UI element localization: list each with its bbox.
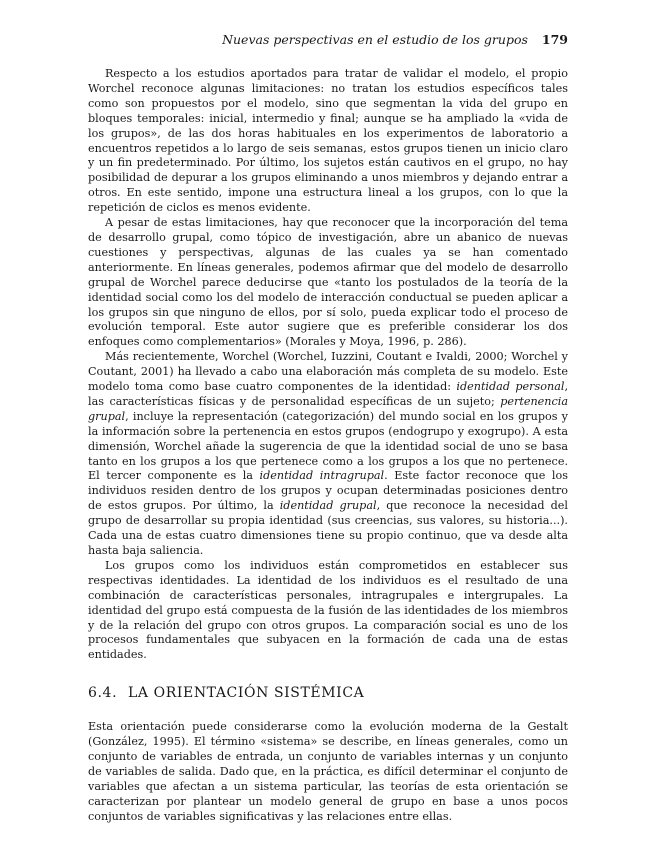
- text-run: , que reconoce la necesidad del grupo de desarrollar su propia identidad (sus creencias, sus valores, su historia...). Cada una de estas cuatro dimensiones tiene su propio continuo, que va desde alta hasta baja saliencia.: [88, 499, 568, 557]
- section-heading: [88, 684, 568, 702]
- section-number: 6.4.: [88, 685, 118, 702]
- paragraph-group-identities: Los grupos como los individuos están comprometidos en establecer sus respectivas identidades. La identidad de los individuos es el resultado de una combinación de características personales, intragrupales e intergrupales. La identidad del grupo está compuesta de la fusión de las identidades de los miembros y de la relación del grupo con otros grupos. La comparación social es uno de los procesos fundamentales que subyacen en la formación de cada una de estas entidades.: [88, 558, 568, 662]
- paragraph-group-development: A pesar de estas limitaciones, hay que reconocer que la incorporación del tema de desarrollo grupal, como tópico de investigación, abre un abanico de nuevas cuestiones y perspectivas, algunas de las cuales ya se han comentado anteriormente. En líneas generales, podemos afirmar que del modelo de desarrollo grupal de Worchel parece deducirse que «tanto los postulados de la teoría de la identidad social como los del modelo de interacción conductual se pueden aplicar a los grupos sin que ninguno de ellos, por sí solo, pueda explicar todo el proceso de evolución temporal. Este autor sugiere que es preferible considerar los dos enfoques como complementarios» (Morales y Moya, 1996, p. 286).: [88, 216, 568, 349]
- running-title: Nuevas perspectivas en el estudio de los grupos: [222, 32, 528, 47]
- text-run: . Este factor reconoce que los individuos residen dentro de los grupos y ocupan determinadas posiciones dentro de estos grupos. Por último, la: [88, 469, 568, 513]
- text-run: , incluye la representación (categorización) del mundo social en los grupos y la información sobre la pertenencia en estos grupos (endogrupo y exogrupo). A esta dimensión, Worchel añade la sugerencia de que la identidad social de uno se basa tanto en los grupos a los que pertenece como a los grupos a los que no pertenece. El tercer componente es la: [88, 409, 568, 483]
- page-number: 179: [541, 32, 568, 47]
- term-identidad-intragrupal: identidad intragrupal: [259, 469, 385, 483]
- text-run: , las características físicas y de personalidad específicas de un sujeto;: [88, 380, 569, 408]
- term-identidad-personal: identidad personal: [456, 380, 565, 394]
- paragraph-identity-components: [88, 350, 568, 559]
- body-text: [88, 67, 568, 825]
- running-header: [88, 32, 568, 48]
- term-pertenencia-grupal: pertenencia grupal: [88, 394, 568, 423]
- paragraph-validation-limits: Respecto a los estudios aportados para tratar de validar el modelo, el propio Worchel reconoce algunas limitaciones: no tratan los estudios específicos tales como son propuestos por el modelo, sino que segmentan la vida del grupo en bloques temporales: inicial, intermedio y final; aunque se ha ampliado la «vida de los grupos», de las dos horas habituales en los experimentos de laboratorio a encuentros repetidos a lo largo de seis semanas, estos grupos tienen un inicio claro y un fin predeterminado. Por último, los sujetos están cautivos en el grupo, no hay posibilidad de depurar a los grupos eliminando a unos miembros y dejando entrar a otros. En este sentido, impone una estructura lineal a los grupos, con lo que la repetición de ciclos es menos evidente.: [88, 67, 568, 215]
- paragraph-systemic-orientation: Esta orientación puede considerarse como la evolución moderna de la Gestalt (González, 1995). El término «sistema» se describe, en líneas generales, como un conjunto de variables de entrada, un conjunto de variables internas y un conjunto de variables de salida. Dado que, en la práctica, es difícil determinar el conjunto de variables que afectan a un sistema particular, las teorías de esta orientación se caracterizan por plantear un modelo general de grupo en base a unos pocos conjuntos de variables significativas y las relaciones entre ellas.: [88, 720, 568, 823]
- section-title: LA ORIENTACIÓN SISTÉMICA: [128, 685, 365, 702]
- term-identidad-grupal: identidad grupal: [279, 499, 377, 513]
- text-run: Más recientemente, Worchel (Worchel, Iuzzini, Coutant e Ivaldi, 2000; Worchel y Coutant, 2001) ha llevado a cabo una elaboración más completa de su modelo. Este modelo toma como base cuatro componentes de la identidad:: [88, 350, 568, 394]
